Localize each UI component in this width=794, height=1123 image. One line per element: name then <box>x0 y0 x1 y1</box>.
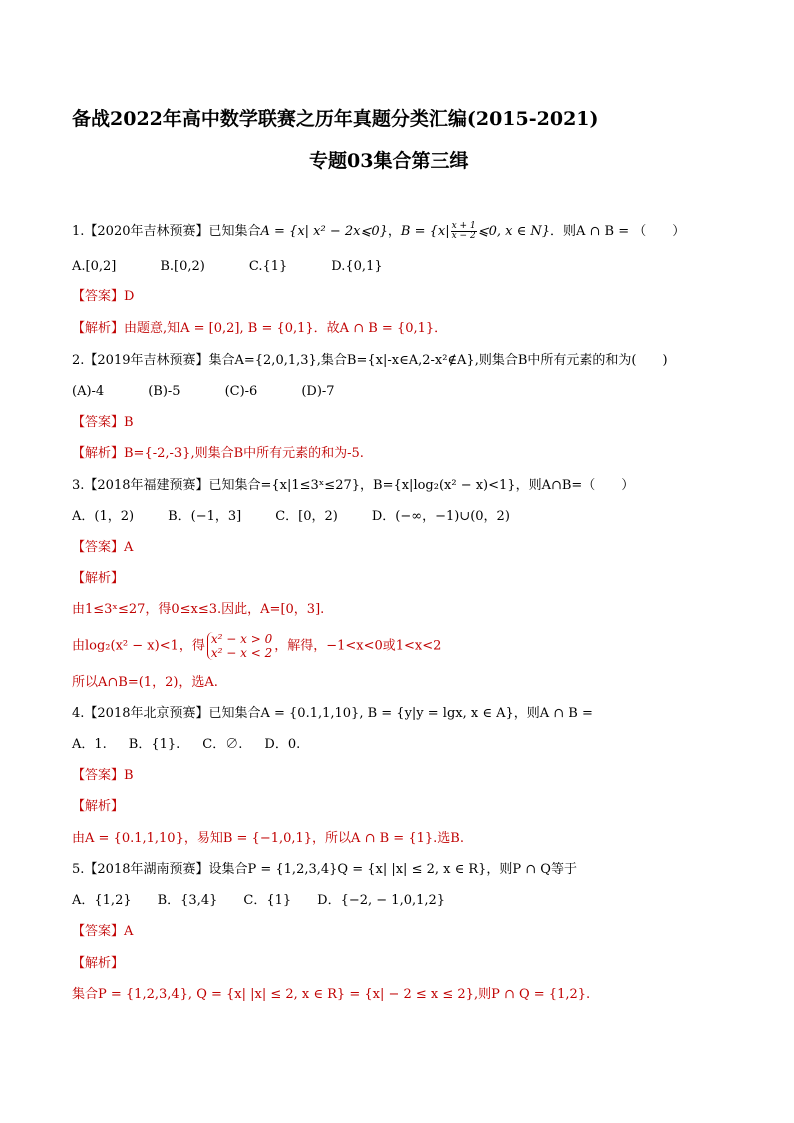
q5-options <box>72 892 479 910</box>
q1-analysis: 【解析】由题意,知A = [0,2], B = {0,1}．故A ∩ B = {0,1}． <box>72 321 448 336</box>
q2-option-a: (A)-4 <box>72 384 105 399</box>
q3-analysis-label: 【解析】 <box>72 571 125 586</box>
q3-option-d: D．(−∞，−1)∪(0，2) <box>371 509 510 524</box>
q3-analysis-line1: 由1≤3ˣ≤27，得0≤x≤3.因此，A=[0，3]. <box>72 602 325 617</box>
q3-option-b: B．(−1，3] <box>168 509 242 524</box>
q4-option-d: D．0. <box>264 737 301 752</box>
q5-analysis-line1: 集合P = {1,2,3,4}, Q = {x| |x| ≤ 2, x ∈ R} = {x| − 2 ≤ x ≤ 2},则P ∩ Q = {1,2}. <box>72 987 591 1002</box>
q1-stem <box>72 222 685 241</box>
q3-options <box>72 508 544 526</box>
q2-analysis: 【解析】B={-2,-3},则集合B中所有元素的和为-5. <box>72 446 364 461</box>
q1-option-a: A.[0,2] <box>72 259 117 274</box>
q1-fraction <box>451 222 477 241</box>
q4-option-b: B．{1}. <box>128 737 181 752</box>
q1-set-b-post: ⩽0, x ∈ N} <box>477 224 550 239</box>
q2-option-d: (D)-7 <box>301 384 335 399</box>
q4-analysis-label: 【解析】 <box>72 799 125 814</box>
q3-line2-post: ，解得，−1<x<0或1<x<2 <box>274 638 442 654</box>
q4-analysis-line1: 由A = {0.1,1,10}，易知B = {−1,0,1}，所以A ∩ B = {1}.选B. <box>72 831 464 846</box>
q3-stem: 3.【2018年福建预赛】已知集合={x|1≤3ˣ≤27}，B={x|log₂(x² − x)<1}，则A∩B=（ ） <box>72 478 635 493</box>
q3-analysis-line3: 所以A∩B=(1，2)，选A. <box>72 675 218 690</box>
q5-answer: 【答案】A <box>72 924 134 939</box>
q5-option-a: A．{1,2} <box>72 893 132 908</box>
q1-option-c: C.{1} <box>248 259 288 274</box>
q4-option-a: A．1. <box>72 737 107 752</box>
q3-sys-bottom: x² − x < 2 <box>210 646 273 660</box>
q2-stem: 2.【2019年吉林预赛】集合A={2,0,1,3},集合B={x|-x∈A,2-x²∉A},则集合B中所有元素的和为( ) <box>72 353 668 368</box>
q3-inequality-system <box>207 632 272 660</box>
q4-option-c: C．∅. <box>202 737 243 752</box>
q1-set-a: A = {x| x² − 2x⩽0} <box>260 224 388 239</box>
q5-stem: 5.【2018年湖南预赛】设集合P = {1,2,3,4}Q = {x| |x| ≤ 2, x ∈ R}，则P ∩ Q等于 <box>72 862 577 877</box>
q3-option-a: A．(1，2) <box>72 509 135 524</box>
q1-option-d: D.{0,1} <box>331 259 383 274</box>
q1-comma: ， <box>387 224 401 239</box>
q2-option-b: (B)-5 <box>148 384 181 399</box>
q2-options <box>72 383 379 401</box>
q4-answer: 【答案】B <box>72 768 134 783</box>
q1-set-b-pre: B = {x| <box>400 224 450 239</box>
q5-option-d: D．{−2, − 1,0,1,2} <box>317 893 446 908</box>
q3-line2-pre: 由log₂(x² − x)<1，得 <box>72 638 205 654</box>
q1-frac-num: x + 1 <box>451 221 476 231</box>
document-subtitle: 专题03集合第三缉 <box>309 150 469 172</box>
q5-option-b: B．{3,4} <box>157 893 218 908</box>
q4-stem: 4.【2018年北京预赛】已知集合A = {0.1,1,10}, B = {y|y = lgx, x ∈ A}，则A ∩ B = <box>72 706 593 721</box>
q1-stem-end: ．则A ∩ B = （ ） <box>550 224 686 239</box>
q5-analysis-label: 【解析】 <box>72 956 125 971</box>
q1-options <box>72 258 427 276</box>
q3-analysis-line2 <box>72 632 441 660</box>
q4-options <box>72 736 334 754</box>
q2-answer: 【答案】B <box>72 415 134 430</box>
q3-answer: 【答案】A <box>72 540 134 555</box>
q3-sys-top: x² − x > 0 <box>210 632 273 646</box>
q1-option-b: B.[0,2) <box>160 259 205 274</box>
q5-option-c: C．{1} <box>243 893 292 908</box>
q1-frac-den: x − 2 <box>451 231 476 241</box>
document-title: 备战2022年高中数学联赛之历年真题分类汇编(2015-2021) <box>72 108 599 130</box>
q1-stem-text: 1.【2020年吉林预赛】已知集合 <box>72 224 261 239</box>
q1-answer: 【答案】D <box>72 289 135 304</box>
q3-option-c: C．[0，2) <box>275 509 338 524</box>
q2-option-c: (C)-6 <box>224 384 258 399</box>
